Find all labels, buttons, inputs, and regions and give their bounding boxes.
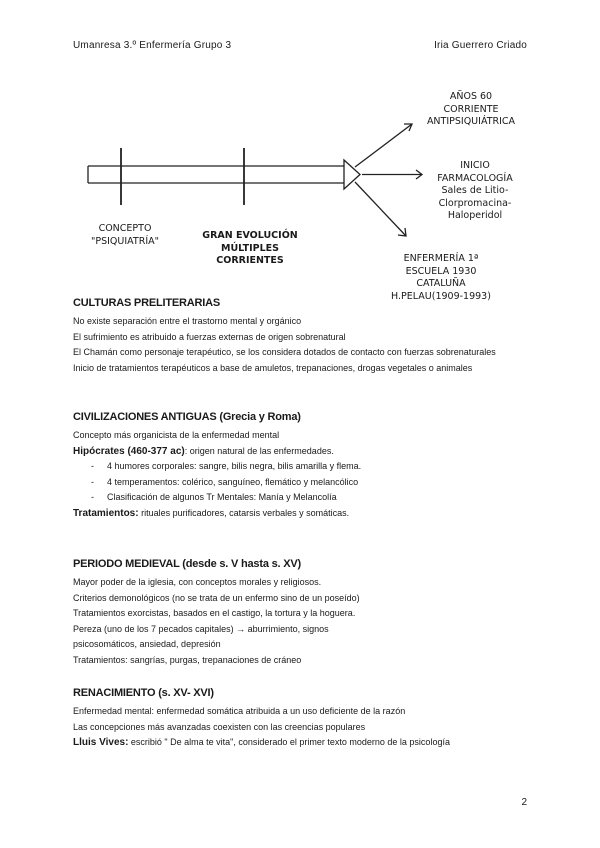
inicio-line-3: Sales de Litio- xyxy=(441,185,509,196)
text-line: Enfermedad mental: enfermedad somática atribuida a un uso deficiente de la razón xyxy=(73,706,406,716)
anos60-line-1: AÑOS 60 xyxy=(449,91,493,102)
inicio-line-5: Haloperidol xyxy=(447,210,503,221)
enfermeria-line-1: ENFERMERÍA 1ª xyxy=(403,253,479,264)
text-line: psicosomáticos, ansiedad, depresión xyxy=(73,639,221,649)
header-right: Iria Guerrero Criado xyxy=(434,40,527,51)
timeline-label-anos60 xyxy=(420,91,522,129)
timeline-label-enfermeria xyxy=(386,253,496,303)
inicio-line-4: Clorpromacina- xyxy=(438,197,512,209)
list-item: - 4 humores corporales: sangre, bilis negra, bilis amarilla y flema. xyxy=(91,459,528,475)
text-paragraph: El Chamán como personaje terapéutico, se los considera dotados de contacto con fuerzas sobrenaturales xyxy=(73,347,496,357)
text-line: Pereza (uno de los 7 pecados capitales) → aburrimiento, signos xyxy=(73,623,329,634)
section-civilizaciones-antiguas xyxy=(73,411,528,521)
hipocrates-text: : origen natural de las enfermedades. xyxy=(184,445,334,456)
section-periodo-medieval xyxy=(73,558,528,668)
timeline-label-concepto xyxy=(82,223,168,248)
inicio-line-2: FARMACOLOGÍA xyxy=(437,172,513,184)
section-renacimiento xyxy=(73,687,528,751)
section-title: RENACIMIENTO (s. XV- XVI) xyxy=(73,687,214,699)
lluis-vives-label: Lluis Vives: xyxy=(73,737,129,748)
tratamientos-line xyxy=(73,506,528,522)
enfermeria-line-2: ESCUELA 1930 xyxy=(405,265,477,277)
section-title: PERIODO MEDIEVAL (desde s. V hasta s. XV) xyxy=(73,558,301,570)
tratamientos-label: Tratamientos: xyxy=(73,507,139,519)
anos60-line-2: CORRIENTE xyxy=(443,103,499,115)
text-line: Criterios demonológicos (no se trata de un enfermo sino de un poseído) xyxy=(73,592,360,603)
lluis-vives-text: escribió " De alma te vita", considerado el primer texto moderno de la psicología xyxy=(128,737,450,747)
hipocrates-line xyxy=(73,444,528,460)
hipocrates-label: Hipócrates (460-377 ac) xyxy=(73,445,185,457)
text-line: Tratamientos: sangrías, purgas, trepanaciones de cráneo xyxy=(73,654,302,665)
concepto-line-2: "PSIQUIATRÍA" xyxy=(91,235,159,247)
timeline-label-gran-evolucion xyxy=(200,230,300,268)
text-line: Inicio de tratamientos terapéuticos a base de amuletos, trepanaciones, drogas vegetales o animales xyxy=(73,362,473,373)
tratamientos-text: rituales purificadores, catarsis verbales y somáticas. xyxy=(138,507,350,518)
anos60-line-3: ANTIPSIQUIÁTRICA xyxy=(426,116,516,127)
text-line: Concepto más organicista de la enfermedad mental xyxy=(73,430,280,440)
gran-evolucion-line-2: MÚLTIPLES xyxy=(220,242,279,254)
timeline-label-inicio xyxy=(425,160,525,223)
enfermeria-line-4: H.PELAU(1909-1993) xyxy=(391,290,491,302)
text-line: Las concepciones más avanzadas coexisten con las creencias populares xyxy=(73,721,366,732)
page-number: 2 xyxy=(521,797,527,808)
section-title: CIVILIZACIONES ANTIGUAS (Grecia y Roma) xyxy=(73,411,301,423)
enfermeria-line-3: CATALUÑA xyxy=(416,278,466,289)
list-item: - 4 temperamentos: colérico, sanguíneo, flemático y melancólico xyxy=(91,475,528,491)
header-left: Umanresa 3.º Enfermería Grupo 3 xyxy=(73,40,232,51)
branch-arrow-down xyxy=(355,182,406,236)
list-item: - Clasificación de algunos Tr Mentales: Manía y Melancolía xyxy=(91,490,528,506)
section-culturas-preliterarias xyxy=(73,297,528,376)
text-line: Tratamientos exorcistas, basados en el castigo, la tortura y la hoguera. xyxy=(73,608,356,618)
gran-evolucion-line-1: GRAN EVOLUCIÓN xyxy=(202,230,298,241)
text-line: No existe separación entre el trastorno mental y orgánico xyxy=(73,316,302,326)
concepto-line-1: CONCEPTO xyxy=(98,223,152,234)
lluis-vives-line xyxy=(73,735,528,751)
section-title: CULTURAS PRELITERARIAS xyxy=(73,297,220,309)
inicio-line-1: INICIO xyxy=(460,160,490,171)
gran-evolucion-line-3: CORRIENTES xyxy=(216,255,284,266)
text-line: Mayor poder de la iglesia, con conceptos morales y religiosos. xyxy=(73,577,322,587)
hipocrates-list xyxy=(73,459,528,506)
text-line: El sufrimiento es atribuido a fuerzas externas de origen sobrenatural xyxy=(73,331,346,342)
branch-arrow-up xyxy=(355,124,412,167)
